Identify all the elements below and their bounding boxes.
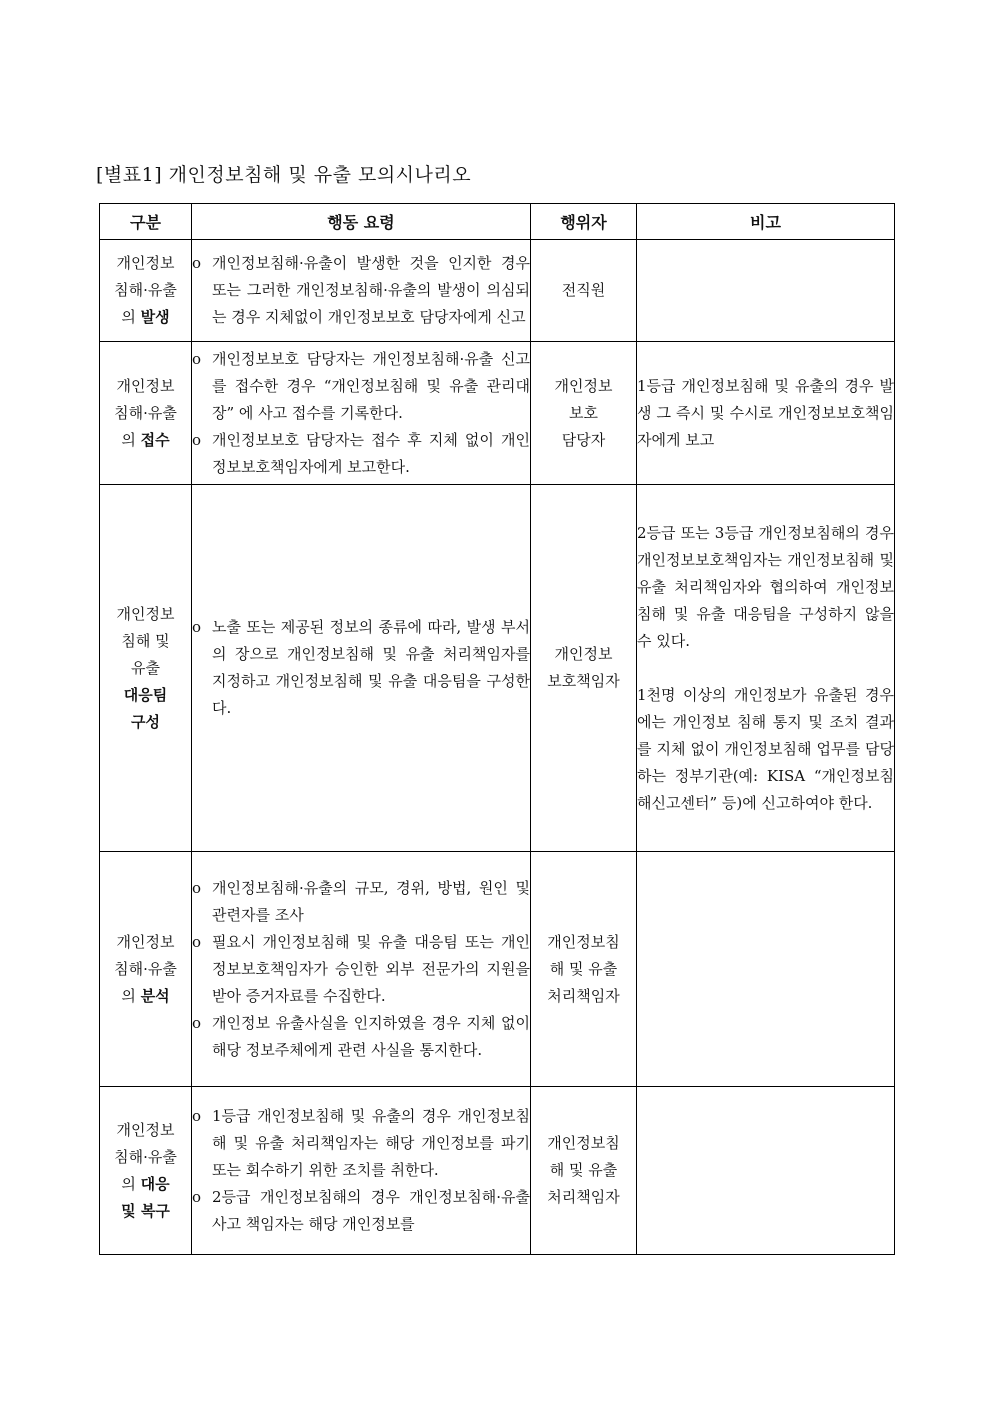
category-keyword: 발생 <box>140 308 170 326</box>
action-item <box>192 614 530 722</box>
actor-line: 보호 <box>569 403 598 422</box>
action-text: 개인정보침해·유출의 규모, 경위, 방법, 원인 및 관련자를 조사 <box>212 878 530 924</box>
category-line: 개인정보 <box>116 376 175 395</box>
action-item <box>192 1184 530 1238</box>
table-header-row <box>100 204 895 240</box>
table-row <box>100 342 895 485</box>
header-note: 비고 <box>637 204 895 240</box>
category-line: 침해·유출 <box>114 403 177 422</box>
category-line: 침해·유출 <box>114 959 177 978</box>
action-item <box>192 875 530 929</box>
actor-line: 담당자 <box>561 430 606 449</box>
action-cell <box>192 852 531 1087</box>
actor-cell <box>531 852 637 1087</box>
note-cell <box>637 485 895 852</box>
header-category: 구분 <box>100 204 192 240</box>
actor-line: 해 및 유출 <box>549 959 618 978</box>
action-cell <box>192 485 531 852</box>
note-cell <box>637 852 895 1087</box>
category-cell <box>100 485 192 852</box>
category-line: 개인정보 <box>116 254 175 272</box>
category-keyword: 구성 <box>131 712 160 731</box>
action-item <box>192 427 530 481</box>
bullet-marker: o <box>192 1107 202 1125</box>
scenario-table <box>99 203 895 1255</box>
category-cell <box>100 1087 192 1255</box>
category-cell <box>100 852 192 1087</box>
note-cell <box>637 1087 895 1255</box>
action-item <box>192 929 530 1010</box>
actor-line: 개인정보침 <box>547 932 620 951</box>
category-line: 침해·유출 <box>114 281 177 299</box>
category-line: 유출 <box>131 658 160 677</box>
category-keyword: 대응 <box>140 1174 170 1193</box>
category-line: 개인정보 <box>116 1120 175 1139</box>
action-cell <box>192 342 531 485</box>
note-cell: 1등급 개인정보침해 및 유출의 경우 발생 그 즉시 및 수시로 개인정보보호책임자에게 보고 <box>637 342 895 485</box>
category-line: 의 접수 <box>121 430 170 449</box>
bullet-marker: o <box>192 878 202 897</box>
action-item <box>192 250 530 331</box>
actor-line: 개인정보침 <box>547 1134 620 1152</box>
category-line: 의 분석 <box>121 986 170 1005</box>
actor-line: 보호책임자 <box>547 672 620 690</box>
actor-line: 개인정보 <box>554 645 613 663</box>
table-row <box>100 1087 895 1255</box>
category-cell <box>100 240 192 342</box>
category-line: 의 발생 <box>121 308 170 326</box>
bullet-marker: o <box>192 618 202 636</box>
action-text: 개인정보침해·유출이 발생한 것을 인지한 경우 또는 그러한 개인정보침해·유출의 발생이 의심되는 경우 지체없이 개인정보보호 담당자에게 신고 <box>212 254 530 326</box>
actor-line: 처리책임자 <box>547 986 620 1005</box>
category-line: 침해·유출 <box>114 1147 177 1166</box>
category-line: 의 대응 <box>121 1174 170 1193</box>
note-cell <box>637 240 895 342</box>
category-keyword: 접수 <box>140 430 170 449</box>
bullet-marker: o <box>192 254 202 272</box>
note-paragraph: 2등급 또는 3등급 개인정보침해의 경우 개인정보보호책임자는 개인정보침해 및 유출 처리책임자와 협의하여 개인정보침해 및 유출 대응팀을 구성하지 않을 수 있다. <box>637 523 894 650</box>
category-keyword: 대응팀 <box>123 685 168 704</box>
bullet-marker: o <box>192 430 202 449</box>
paragraph-spacer <box>637 655 894 682</box>
bullet-marker: o <box>192 1188 202 1206</box>
table-row <box>100 485 895 852</box>
actor-cell <box>531 485 637 852</box>
category-cell <box>100 342 192 485</box>
action-text: 2등급 개인정보침해의 경우 개인정보침해·유출사고 책임자는 해당 개인정보를 <box>212 1188 530 1233</box>
actor-cell <box>531 240 637 342</box>
table-row <box>100 852 895 1087</box>
action-text: 노출 또는 제공된 정보의 종류에 따라, 발생 부서의 장으로 개인정보침해 및 유출 처리책임자를 지정하고 개인정보침해 및 유출 대응팀을 구성한다. <box>212 618 530 717</box>
actor-line: 처리책임자 <box>547 1188 620 1206</box>
header-action: 행동 요령 <box>192 204 531 240</box>
action-cell <box>192 1087 531 1255</box>
action-item <box>192 1010 530 1064</box>
category-line: 침해 및 <box>121 631 170 650</box>
actor-line: 개인정보 <box>554 376 613 395</box>
action-text: 개인정보보호 담당자는 개인정보침해·유출 신고를 접수한 경우 “개인정보침해 및 유출 관리대장” 에 사고 접수를 기록한다. <box>212 349 530 422</box>
action-text: 개인정보 유출사실을 인지하였을 경우 지체 없이 해당 정보주체에게 관련 사실을 통지한다. <box>212 1013 530 1059</box>
action-text: 필요시 개인정보침해 및 유출 대응팀 또는 개인정보보호책임자가 승인한 외부 전문가의 지원을 받아 증거자료를 수집한다. <box>212 932 530 1005</box>
category-keyword: 및 복구 <box>121 1201 170 1220</box>
action-cell <box>192 240 531 342</box>
action-item <box>192 346 530 427</box>
actor-line: 해 및 유출 <box>549 1161 618 1179</box>
actor-cell <box>531 342 637 485</box>
action-item <box>192 1103 530 1184</box>
action-text: 1등급 개인정보침해 및 유출의 경우 개인정보침해 및 유출 처리책임자는 해당 개인정보를 파기 또는 회수하기 위한 조치를 취한다. <box>212 1107 530 1179</box>
category-line: 개인정보 <box>116 604 175 623</box>
bullet-marker: o <box>192 349 202 368</box>
table-row <box>100 240 895 342</box>
bullet-marker: o <box>192 932 202 951</box>
actor-line: 전직원 <box>561 281 606 299</box>
category-keyword: 분석 <box>140 986 170 1005</box>
bullet-marker: o <box>192 1013 202 1032</box>
actor-cell <box>531 1087 637 1255</box>
action-text: 개인정보보호 담당자는 접수 후 지체 없이 개인정보보호책임자에게 보고한다. <box>212 430 530 476</box>
header-actor: 행위자 <box>531 204 637 240</box>
category-line: 개인정보 <box>116 932 175 951</box>
page-title: [별표1] 개인정보침해 및 유출 모의시나리오 <box>96 164 472 186</box>
note-paragraph: 1천명 이상의 개인정보가 유출된 경우에는 개인정보 침해 통지 및 조치 결과를 지체 없이 개인정보침해 업무를 담당하는 정부기관(예: KISA “개인정보침해신고센터” 등)에 신고하여야 한다. <box>637 685 894 812</box>
